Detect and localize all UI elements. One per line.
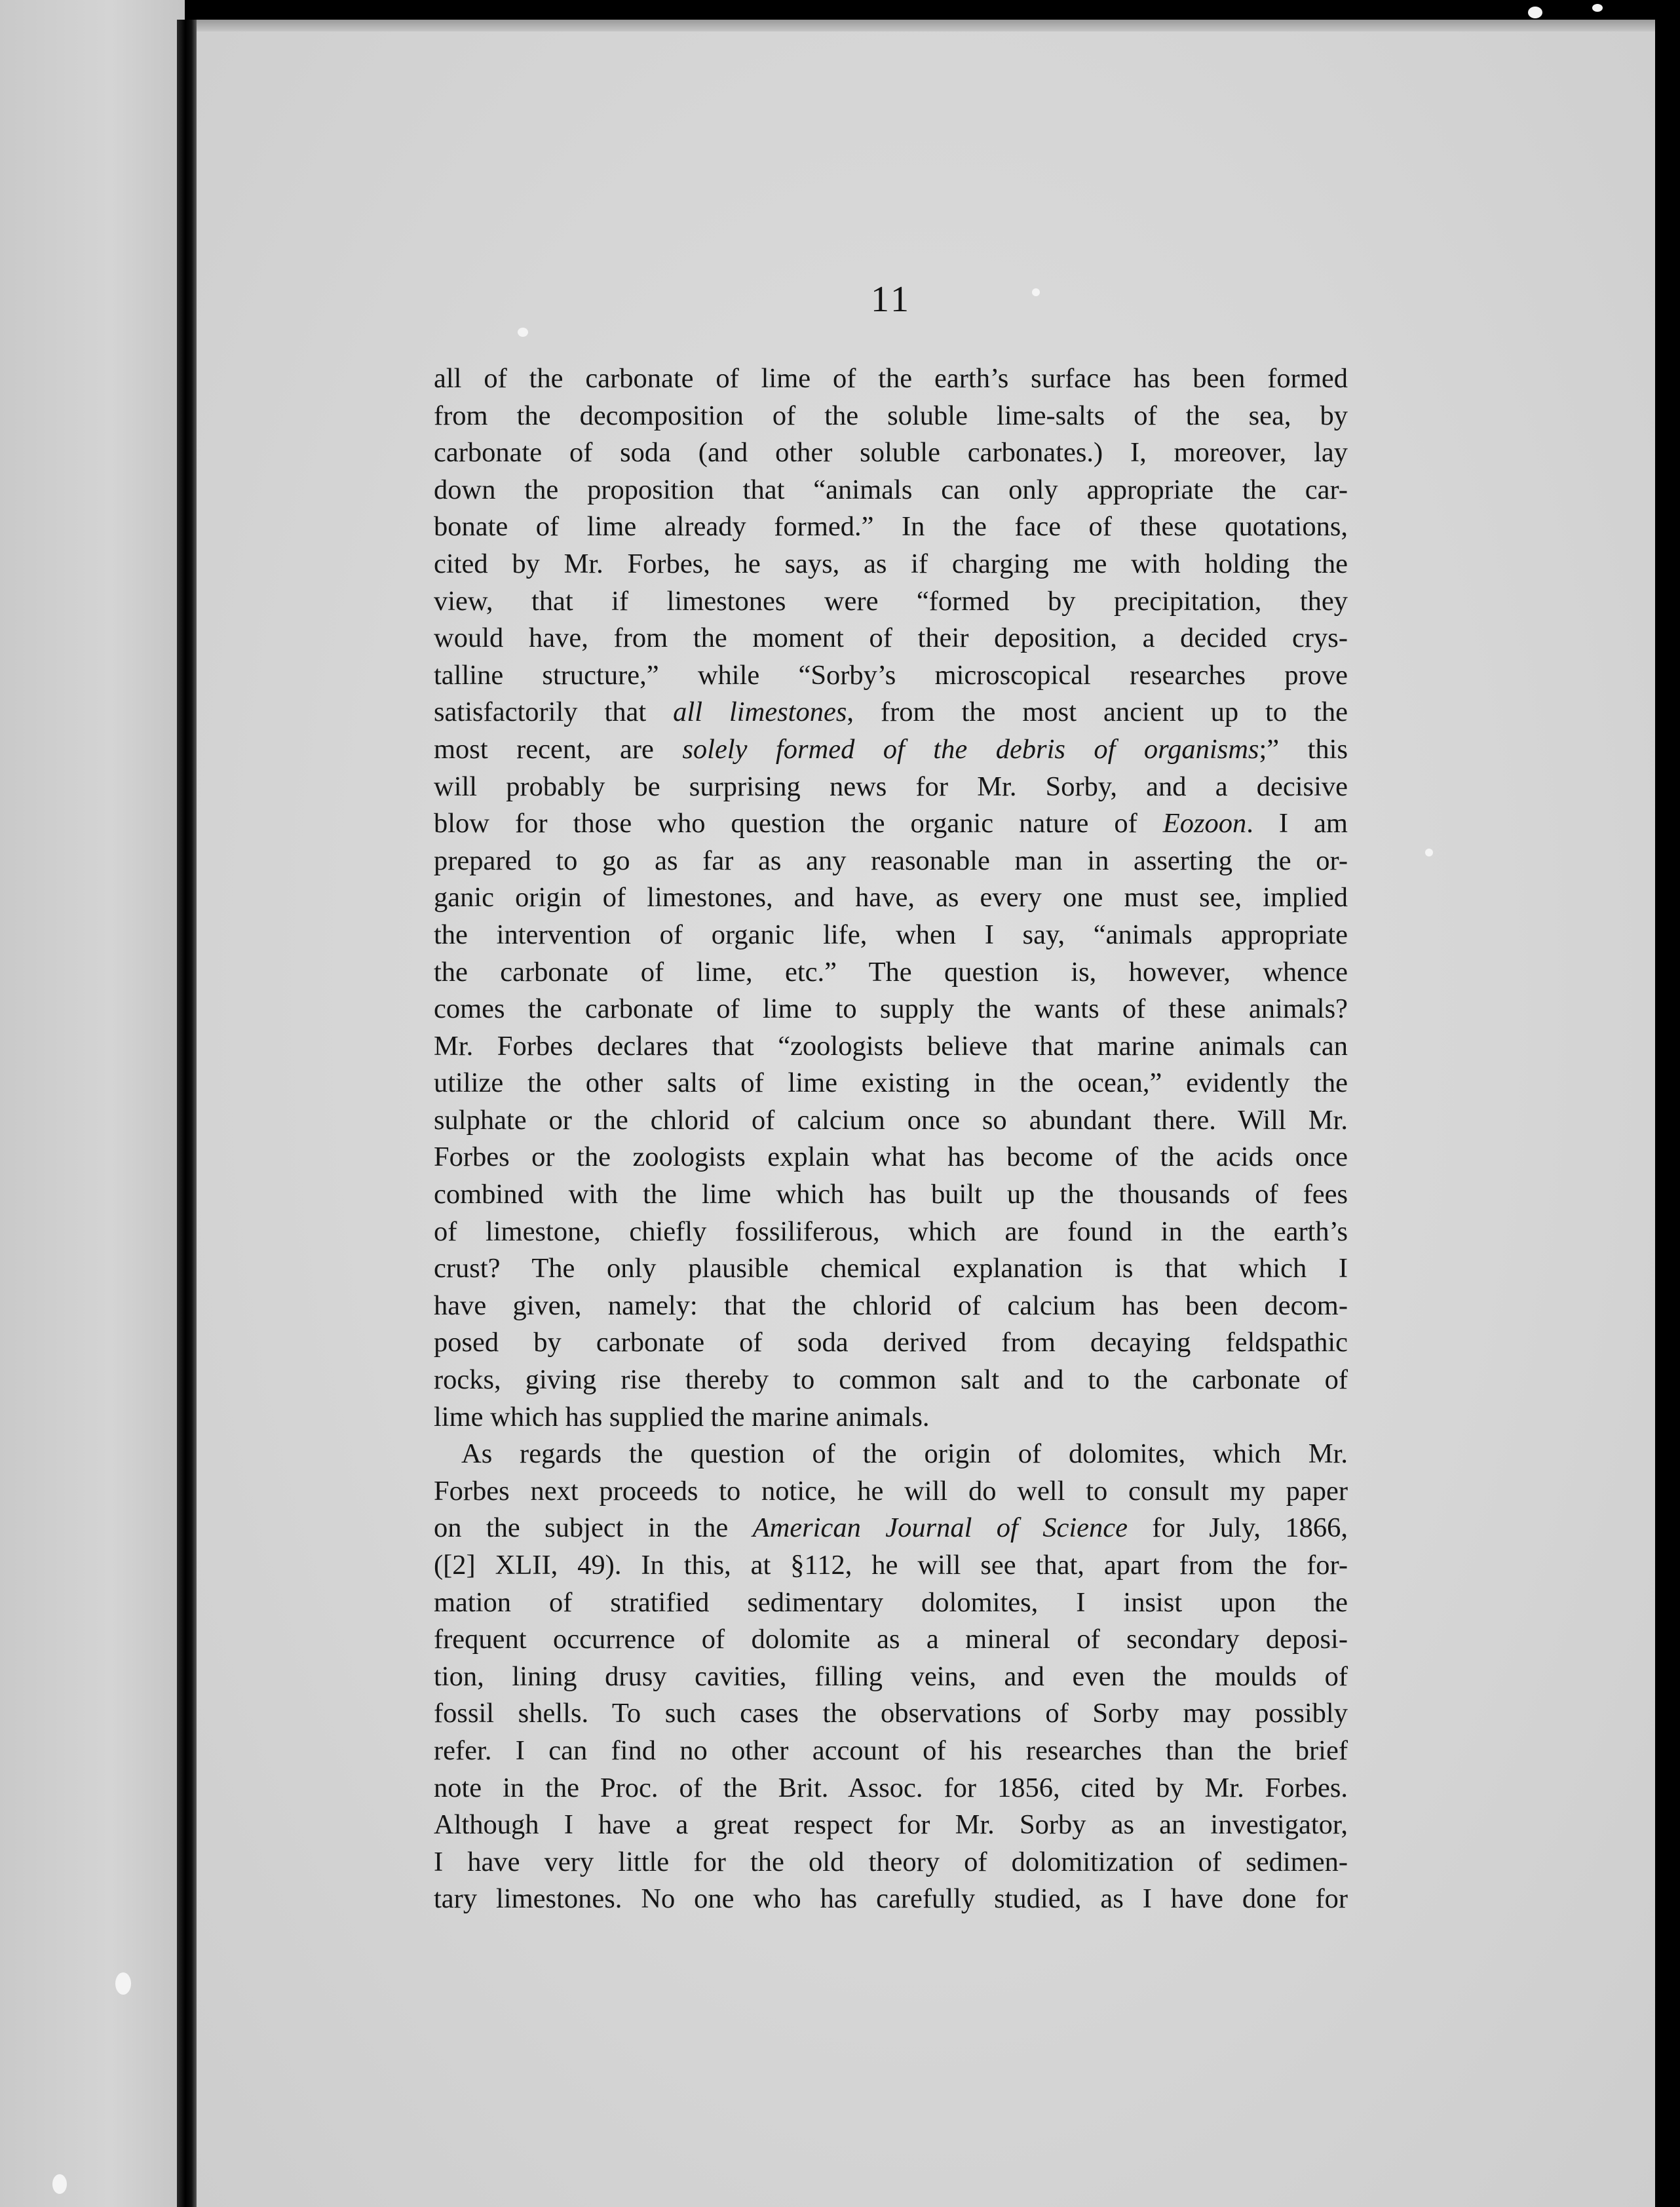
text-line: the intervention of organic life, when I say, “animals appropriate (434, 919, 1348, 950)
text-line: down the proposition that “animals can only appropriate the car- (434, 474, 1348, 505)
dust-speck (1425, 849, 1433, 856)
text-line: Although I have a great respect for Mr. Sorby as an investigator, (434, 1809, 1348, 1841)
text-line: lime which has supplied the marine animals. (434, 1401, 930, 1432)
dust-speck (115, 1972, 131, 1995)
text-line: refer. I can find no other account of his researches than the brief (434, 1735, 1348, 1766)
text-line: comes the carbonate of lime to supply the wants of these animals? (434, 993, 1348, 1025)
text-line: Mr. Forbes declares that “zoologists believe that marine animals can (434, 1030, 1348, 1062)
text-line: view, that if limestones were “formed by precipitation, they (434, 585, 1348, 617)
text-line: rocks, giving rise thereby to common salt and to the carbonate of (434, 1364, 1348, 1396)
text-line: most recent, are solely formed of the debris of organisms;” this (434, 733, 1348, 765)
text-line: Forbes next proceeds to notice, he will do well to consult my paper (434, 1475, 1348, 1507)
text-line: bonate of lime already formed.” In the face of these quotations, (434, 511, 1348, 543)
text-line: combined with the lime which has built up the thousands of fees (434, 1179, 1348, 1210)
text-line: Forbes or the zoologists explain what has become of the acids once (434, 1142, 1348, 1173)
text-line: carbonate of soda (and other soluble carbonates.) I, moreover, lay (434, 437, 1348, 469)
text-line: posed by carbonate of soda derived from decaying feldspathic (434, 1327, 1348, 1358)
page-number: 11 (871, 279, 911, 320)
text-line: on the subject in the American Journal of Science for July, 1866, (434, 1512, 1348, 1544)
text-line: fossil shells. To such cases the observations of Sorby may possibly (434, 1698, 1348, 1729)
text-line: prepared to go as far as any reasonable man in asserting the or- (434, 845, 1348, 876)
text-line: would have, from the moment of their deposition, a decided crys- (434, 623, 1348, 654)
text-line: I have very little for the old theory of dolomitization of sedimen- (434, 1846, 1348, 1877)
text-line: crust? The only plausible chemical explanation is that which I (434, 1253, 1348, 1284)
dust-speck (1592, 4, 1603, 12)
text-line: sulphate or the chlorid of calcium once so abundant there. Will Mr. (434, 1104, 1348, 1136)
text-line: tion, lining drusy cavities, filling veins, and even the moulds of (434, 1660, 1348, 1692)
text-line: As regards the question of the origin of dolomites, which Mr. (461, 1438, 1348, 1470)
text-line: of limestone, chiefly fossiliferous, which are found in the earth’s (434, 1216, 1348, 1247)
text-line: will probably be surprising news for Mr. Sorby, and a decisive (434, 771, 1348, 802)
book-gutter-shadow (177, 20, 198, 2207)
text-line: tary limestones. No one who has carefully studied, as I have done for (434, 1883, 1348, 1915)
dust-speck (1032, 288, 1040, 296)
facing-page-edge (0, 0, 185, 2207)
text-line: satisfactorily that all limestones, from the most ancient up to the (434, 697, 1348, 728)
text-line: note in the Proc. of the Brit. Assoc. for 1856, cited by Mr. Forbes. (434, 1772, 1348, 1803)
text-line: have given, namely: that the chlorid of calcium has been decom- (434, 1290, 1348, 1321)
dust-speck (518, 328, 528, 337)
text-line: ganic origin of limestones, and have, as every one must see, implied (434, 882, 1348, 913)
page-right-border (1655, 20, 1680, 2207)
text-line: the carbonate of lime, etc.” The question is, however, whence (434, 956, 1348, 988)
body-text (434, 360, 1348, 1918)
text-line: cited by Mr. Forbes, he says, as if charging me with holding the (434, 548, 1348, 579)
text-line: blow for those who question the organic nature of Eozoon. I am (434, 808, 1348, 839)
dust-speck (1528, 7, 1542, 18)
text-line: frequent occurrence of dolomite as a mineral of secondary deposi- (434, 1624, 1348, 1655)
text-line: ([2] XLII, 49). In this, at §112, he will see that, apart from the for- (434, 1550, 1348, 1581)
dust-speck (52, 2174, 67, 2194)
text-line: from the decomposition of the soluble lime-salts of the sea, by (434, 400, 1348, 431)
text-line: talline structure,” while “Sorby’s microscopical researches prove (434, 659, 1348, 691)
text-line: mation of stratified sedimentary dolomites, I insist upon the (434, 1586, 1348, 1618)
text-line: utilize the other salts of lime existing in the ocean,” evidently the (434, 1067, 1348, 1099)
text-line: all of the carbonate of lime of the earth’s surface has been formed (434, 363, 1348, 394)
